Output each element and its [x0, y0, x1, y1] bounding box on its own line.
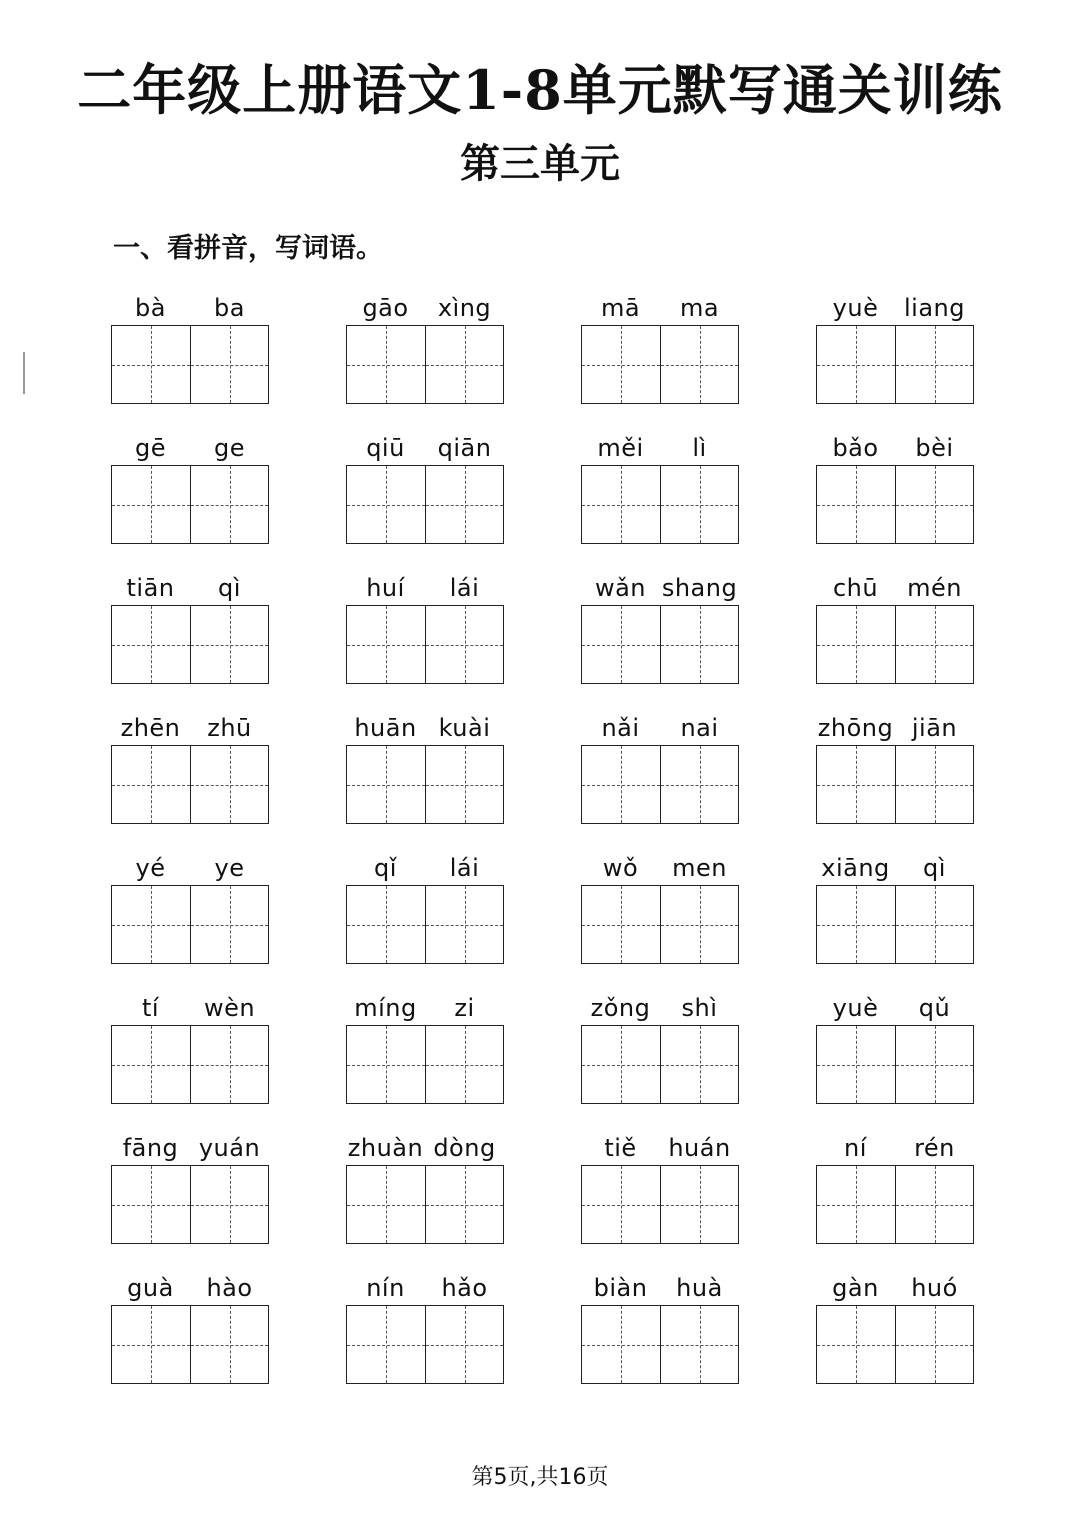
- pinyin-row: [816, 850, 976, 882]
- writing-cell[interactable]: [347, 326, 425, 403]
- writing-cell[interactable]: [817, 1026, 895, 1103]
- writing-cell[interactable]: [817, 606, 895, 683]
- word-item: [111, 1130, 271, 1270]
- word-item: [346, 570, 506, 710]
- pinyin-row: [581, 570, 741, 602]
- pinyin-syllable: nín: [366, 1274, 405, 1302]
- writing-cell[interactable]: [817, 1306, 895, 1383]
- tianzige-boxes: [346, 885, 504, 964]
- tianzige-boxes: [111, 465, 269, 544]
- word-item: [581, 290, 741, 430]
- pinyin-syllable: qì: [923, 854, 946, 882]
- writing-cell[interactable]: [112, 466, 190, 543]
- pinyin-row: [346, 850, 506, 882]
- writing-cell[interactable]: [895, 1026, 973, 1103]
- pinyin-row: [581, 990, 741, 1022]
- tianzige-boxes: [346, 465, 504, 544]
- pinyin-row: [111, 990, 271, 1022]
- pinyin-syllable: nǎi: [601, 714, 640, 742]
- pinyin-row: [346, 570, 506, 602]
- pinyin-syllable: rén: [914, 1134, 955, 1162]
- pinyin-row: [581, 1130, 741, 1162]
- pinyin-syllable: bèi: [915, 434, 954, 462]
- tianzige-boxes: [581, 1025, 739, 1104]
- writing-cell[interactable]: [112, 1026, 190, 1103]
- pinyin-syllable: zǒng: [590, 994, 651, 1022]
- tianzige-boxes: [111, 325, 269, 404]
- page-number: 第5页,共16页: [471, 1465, 609, 1490]
- pinyin-row: [111, 430, 271, 462]
- pinyin-row: [346, 1270, 506, 1302]
- tianzige-boxes: [581, 1165, 739, 1244]
- pinyin-syllable: wèn: [203, 994, 256, 1022]
- pinyin-row: [581, 1270, 741, 1302]
- word-item: [346, 1270, 506, 1410]
- tianzige-boxes: [346, 745, 504, 824]
- pinyin-syllable: zhēn: [120, 714, 181, 742]
- pinyin-syllable: huán: [668, 1134, 731, 1162]
- writing-cell[interactable]: [112, 746, 190, 823]
- pinyin-row: [111, 570, 271, 602]
- writing-cell[interactable]: [660, 1166, 738, 1243]
- pinyin-syllable: tiān: [126, 574, 175, 602]
- tianzige-boxes: [581, 325, 739, 404]
- pinyin-row: [581, 710, 741, 742]
- writing-cell[interactable]: [895, 886, 973, 963]
- pinyin-row: [581, 430, 741, 462]
- pinyin-row: [346, 290, 506, 322]
- word-grid: [111, 290, 976, 1410]
- word-item: [581, 430, 741, 570]
- writing-cell[interactable]: [660, 886, 738, 963]
- writing-cell[interactable]: [190, 1166, 268, 1243]
- word-item: [111, 710, 271, 850]
- writing-cell[interactable]: [347, 886, 425, 963]
- writing-cell[interactable]: [582, 1306, 660, 1383]
- word-item: [581, 850, 741, 990]
- pinyin-row: [816, 1270, 976, 1302]
- pinyin-syllable: biàn: [593, 1274, 648, 1302]
- tianzige-boxes: [581, 885, 739, 964]
- writing-cell[interactable]: [582, 466, 660, 543]
- word-item: [581, 710, 741, 850]
- word-item: [816, 850, 976, 990]
- pinyin-syllable: yuè: [832, 994, 879, 1022]
- pinyin-syllable: xìng: [437, 294, 492, 322]
- tianzige-boxes: [111, 1165, 269, 1244]
- pinyin-syllable: wǎn: [594, 574, 647, 602]
- pinyin-syllable: qì: [218, 574, 241, 602]
- tianzige-boxes: [816, 885, 974, 964]
- writing-cell[interactable]: [425, 886, 503, 963]
- pinyin-row: [346, 990, 506, 1022]
- pinyin-syllable: qiān: [437, 434, 492, 462]
- word-item: [111, 290, 271, 430]
- pinyin-row: [346, 1130, 506, 1162]
- writing-cell[interactable]: [582, 1166, 660, 1243]
- pinyin-syllable: lì: [692, 434, 707, 462]
- tianzige-boxes: [346, 1305, 504, 1384]
- tianzige-boxes: [581, 745, 739, 824]
- tianzige-boxes: [111, 885, 269, 964]
- writing-cell[interactable]: [425, 1166, 503, 1243]
- writing-cell[interactable]: [660, 1026, 738, 1103]
- writing-cell[interactable]: [190, 326, 268, 403]
- writing-cell[interactable]: [660, 746, 738, 823]
- pinyin-syllable: nai: [680, 714, 719, 742]
- pinyin-syllable: mén: [907, 574, 962, 602]
- pinyin-row: [111, 290, 271, 322]
- writing-cell[interactable]: [190, 466, 268, 543]
- pinyin-syllable: lái: [449, 574, 480, 602]
- writing-cell[interactable]: [112, 326, 190, 403]
- writing-cell[interactable]: [347, 1306, 425, 1383]
- writing-cell[interactable]: [582, 1026, 660, 1103]
- pinyin-row: [111, 710, 271, 742]
- tianzige-boxes: [346, 325, 504, 404]
- unit-subtitle: 第三单元: [460, 140, 620, 187]
- writing-cell[interactable]: [190, 1306, 268, 1383]
- word-item: [346, 990, 506, 1130]
- pinyin-syllable: hào: [206, 1274, 253, 1302]
- pinyin-syllable: měi: [597, 434, 644, 462]
- writing-cell[interactable]: [425, 326, 503, 403]
- pinyin-syllable: míng: [354, 994, 417, 1022]
- tianzige-boxes: [581, 605, 739, 684]
- word-item: [816, 290, 976, 430]
- pinyin-syllable: gāo: [362, 294, 409, 322]
- writing-cell[interactable]: [660, 1306, 738, 1383]
- pinyin-syllable: tiě: [604, 1134, 637, 1162]
- word-item: [111, 430, 271, 570]
- pinyin-syllable: liang: [904, 294, 965, 322]
- writing-cell[interactable]: [817, 326, 895, 403]
- writing-cell[interactable]: [347, 1166, 425, 1243]
- writing-cell[interactable]: [190, 1026, 268, 1103]
- writing-cell[interactable]: [895, 1166, 973, 1243]
- writing-cell[interactable]: [425, 746, 503, 823]
- pinyin-syllable: jiān: [911, 714, 958, 742]
- word-item: [816, 430, 976, 570]
- pinyin-syllable: hǎo: [441, 1274, 488, 1302]
- pinyin-syllable: fāng: [122, 1134, 179, 1162]
- pinyin-syllable: zhū: [207, 714, 252, 742]
- tianzige-boxes: [816, 1165, 974, 1244]
- pinyin-syllable: huān: [354, 714, 417, 742]
- word-item: [111, 990, 271, 1130]
- writing-cell[interactable]: [112, 606, 190, 683]
- pinyin-row: [111, 1130, 271, 1162]
- writing-cell[interactable]: [582, 746, 660, 823]
- pinyin-syllable: qǐ: [374, 854, 397, 882]
- pinyin-syllable: yé: [135, 854, 166, 882]
- pinyin-row: [816, 290, 976, 322]
- writing-cell[interactable]: [347, 606, 425, 683]
- pinyin-syllable: bǎo: [832, 434, 879, 462]
- writing-cell[interactable]: [660, 326, 738, 403]
- pinyin-syllable: bà: [135, 294, 166, 322]
- tianzige-boxes: [111, 745, 269, 824]
- pinyin-syllable: ba: [214, 294, 245, 322]
- word-item: [346, 290, 506, 430]
- writing-cell[interactable]: [425, 1026, 503, 1103]
- writing-cell[interactable]: [190, 886, 268, 963]
- word-item: [346, 850, 506, 990]
- writing-cell[interactable]: [190, 746, 268, 823]
- section-heading: 一、看拼音，写词语。: [113, 233, 383, 264]
- writing-cell[interactable]: [895, 326, 973, 403]
- word-item: [581, 990, 741, 1130]
- tianzige-boxes: [816, 1305, 974, 1384]
- word-item: [816, 1130, 976, 1270]
- pinyin-syllable: qǔ: [918, 994, 951, 1022]
- tianzige-boxes: [816, 1025, 974, 1104]
- pinyin-syllable: yuán: [198, 1134, 261, 1162]
- pinyin-syllable: chū: [832, 574, 879, 602]
- pinyin-row: [816, 990, 976, 1022]
- writing-cell[interactable]: [660, 606, 738, 683]
- pinyin-row: [346, 430, 506, 462]
- word-item: [816, 710, 976, 850]
- writing-cell[interactable]: [660, 466, 738, 543]
- writing-cell[interactable]: [425, 1306, 503, 1383]
- pinyin-syllable: shì: [681, 994, 718, 1022]
- writing-cell[interactable]: [347, 746, 425, 823]
- tianzige-boxes: [816, 745, 974, 824]
- writing-cell[interactable]: [895, 466, 973, 543]
- tianzige-boxes: [111, 605, 269, 684]
- pinyin-row: [111, 1270, 271, 1302]
- writing-cell[interactable]: [895, 746, 973, 823]
- pinyin-syllable: zhōng: [817, 714, 894, 742]
- pinyin-syllable: ge: [214, 434, 245, 462]
- tianzige-boxes: [816, 605, 974, 684]
- word-item: [346, 710, 506, 850]
- word-item: [581, 1130, 741, 1270]
- pinyin-syllable: zi: [454, 994, 475, 1022]
- writing-cell[interactable]: [347, 466, 425, 543]
- tianzige-boxes: [816, 465, 974, 544]
- pinyin-row: [581, 850, 741, 882]
- pinyin-syllable: men: [672, 854, 727, 882]
- pinyin-row: [581, 290, 741, 322]
- writing-cell[interactable]: [817, 1166, 895, 1243]
- word-item: [581, 1270, 741, 1410]
- writing-cell[interactable]: [582, 606, 660, 683]
- scan-artifact: [23, 352, 25, 394]
- pinyin-row: [111, 850, 271, 882]
- tianzige-boxes: [581, 465, 739, 544]
- pinyin-syllable: mā: [600, 294, 641, 322]
- word-item: [111, 1270, 271, 1410]
- pinyin-syllable: ma: [679, 294, 720, 322]
- tianzige-boxes: [816, 325, 974, 404]
- pinyin-row: [816, 570, 976, 602]
- writing-cell[interactable]: [112, 1306, 190, 1383]
- pinyin-syllable: gē: [135, 434, 166, 462]
- writing-cell[interactable]: [895, 1306, 973, 1383]
- word-item: [346, 430, 506, 570]
- writing-cell[interactable]: [112, 886, 190, 963]
- tianzige-boxes: [346, 1025, 504, 1104]
- writing-cell[interactable]: [817, 746, 895, 823]
- tianzige-boxes: [111, 1025, 269, 1104]
- page-title: 二年级上册语文1-8单元默写通关训练: [77, 58, 1003, 122]
- pinyin-syllable: huà: [676, 1274, 723, 1302]
- pinyin-syllable: shang: [661, 574, 738, 602]
- writing-cell[interactable]: [190, 606, 268, 683]
- writing-cell[interactable]: [895, 606, 973, 683]
- pinyin-syllable: lái: [449, 854, 480, 882]
- writing-cell[interactable]: [582, 886, 660, 963]
- word-item: [816, 570, 976, 710]
- writing-cell[interactable]: [582, 326, 660, 403]
- pinyin-row: [816, 710, 976, 742]
- pinyin-syllable: zhuàn: [347, 1134, 424, 1162]
- word-item: [111, 570, 271, 710]
- writing-cell[interactable]: [425, 466, 503, 543]
- pinyin-syllable: yuè: [832, 294, 879, 322]
- writing-cell[interactable]: [817, 466, 895, 543]
- pinyin-syllable: kuài: [438, 714, 491, 742]
- pinyin-row: [816, 430, 976, 462]
- writing-cell[interactable]: [817, 886, 895, 963]
- pinyin-syllable: wǒ: [602, 854, 639, 882]
- pinyin-row: [816, 1130, 976, 1162]
- pinyin-syllable: qiū: [366, 434, 405, 462]
- pinyin-syllable: huí: [366, 574, 405, 602]
- pinyin-syllable: gàn: [832, 1274, 879, 1302]
- word-item: [346, 1130, 506, 1270]
- word-item: [581, 570, 741, 710]
- tianzige-boxes: [581, 1305, 739, 1384]
- word-item: [816, 990, 976, 1130]
- pinyin-syllable: ní: [844, 1134, 867, 1162]
- pinyin-syllable: xiāng: [821, 854, 890, 882]
- pinyin-syllable: guà: [127, 1274, 174, 1302]
- pinyin-syllable: huó: [911, 1274, 958, 1302]
- pinyin-row: [346, 710, 506, 742]
- pinyin-syllable: ye: [214, 854, 245, 882]
- word-item: [111, 850, 271, 990]
- word-item: [816, 1270, 976, 1410]
- pinyin-syllable: tí: [141, 994, 160, 1022]
- writing-cell[interactable]: [425, 606, 503, 683]
- pinyin-syllable: dòng: [433, 1134, 496, 1162]
- writing-cell[interactable]: [112, 1166, 190, 1243]
- tianzige-boxes: [346, 605, 504, 684]
- tianzige-boxes: [346, 1165, 504, 1244]
- writing-cell[interactable]: [347, 1026, 425, 1103]
- tianzige-boxes: [111, 1305, 269, 1384]
